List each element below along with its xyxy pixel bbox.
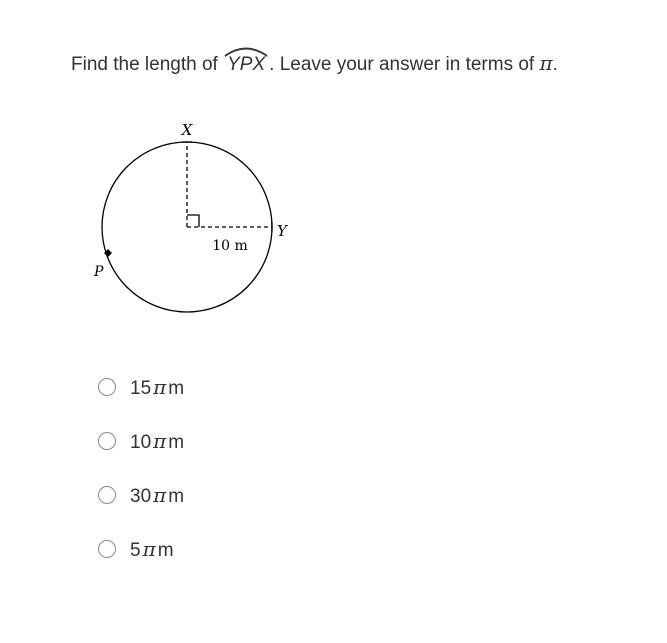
- choice-number: 15: [130, 377, 152, 399]
- choice-label: [130, 429, 184, 454]
- choice-1[interactable]: [98, 372, 184, 402]
- question-text: [71, 50, 558, 78]
- right-angle-mark: [187, 215, 199, 227]
- choice-number: 10: [130, 431, 152, 453]
- radio-button[interactable]: [98, 540, 116, 558]
- label-p: P: [94, 264, 104, 280]
- choice-4[interactable]: [98, 534, 184, 564]
- choice-unit: m: [168, 377, 185, 399]
- pi-symbol: π: [539, 51, 553, 75]
- label-y: Y: [277, 222, 287, 240]
- radius-label: 10 m: [212, 238, 248, 254]
- answer-choices: [98, 372, 184, 588]
- label-x: X: [181, 121, 193, 139]
- choice-2[interactable]: [98, 426, 184, 456]
- choice-number: 5: [130, 539, 141, 561]
- choice-unit: m: [157, 539, 174, 561]
- choice-label: [130, 537, 174, 562]
- pi-symbol: π: [142, 536, 156, 561]
- choice-unit: m: [168, 485, 185, 507]
- pi-symbol: π: [153, 482, 167, 507]
- pi-symbol: π: [153, 428, 167, 453]
- circle-diagram: [80, 112, 320, 332]
- radio-button[interactable]: [98, 486, 116, 504]
- choice-number: 30: [130, 485, 152, 507]
- choice-label: [130, 375, 184, 400]
- pi-symbol: π: [153, 374, 167, 399]
- choice-3[interactable]: [98, 480, 184, 510]
- choice-unit: m: [168, 431, 185, 453]
- radio-button[interactable]: [98, 378, 116, 396]
- question-suffix: .: [552, 54, 558, 75]
- arc-name: [224, 52, 268, 78]
- question-prefix: Find the length of: [71, 54, 224, 75]
- question-middle: . Leave your answer in terms of: [269, 54, 540, 75]
- choice-label: [130, 483, 184, 508]
- arc-name-text: YPX: [227, 54, 266, 75]
- radio-button[interactable]: [98, 432, 116, 450]
